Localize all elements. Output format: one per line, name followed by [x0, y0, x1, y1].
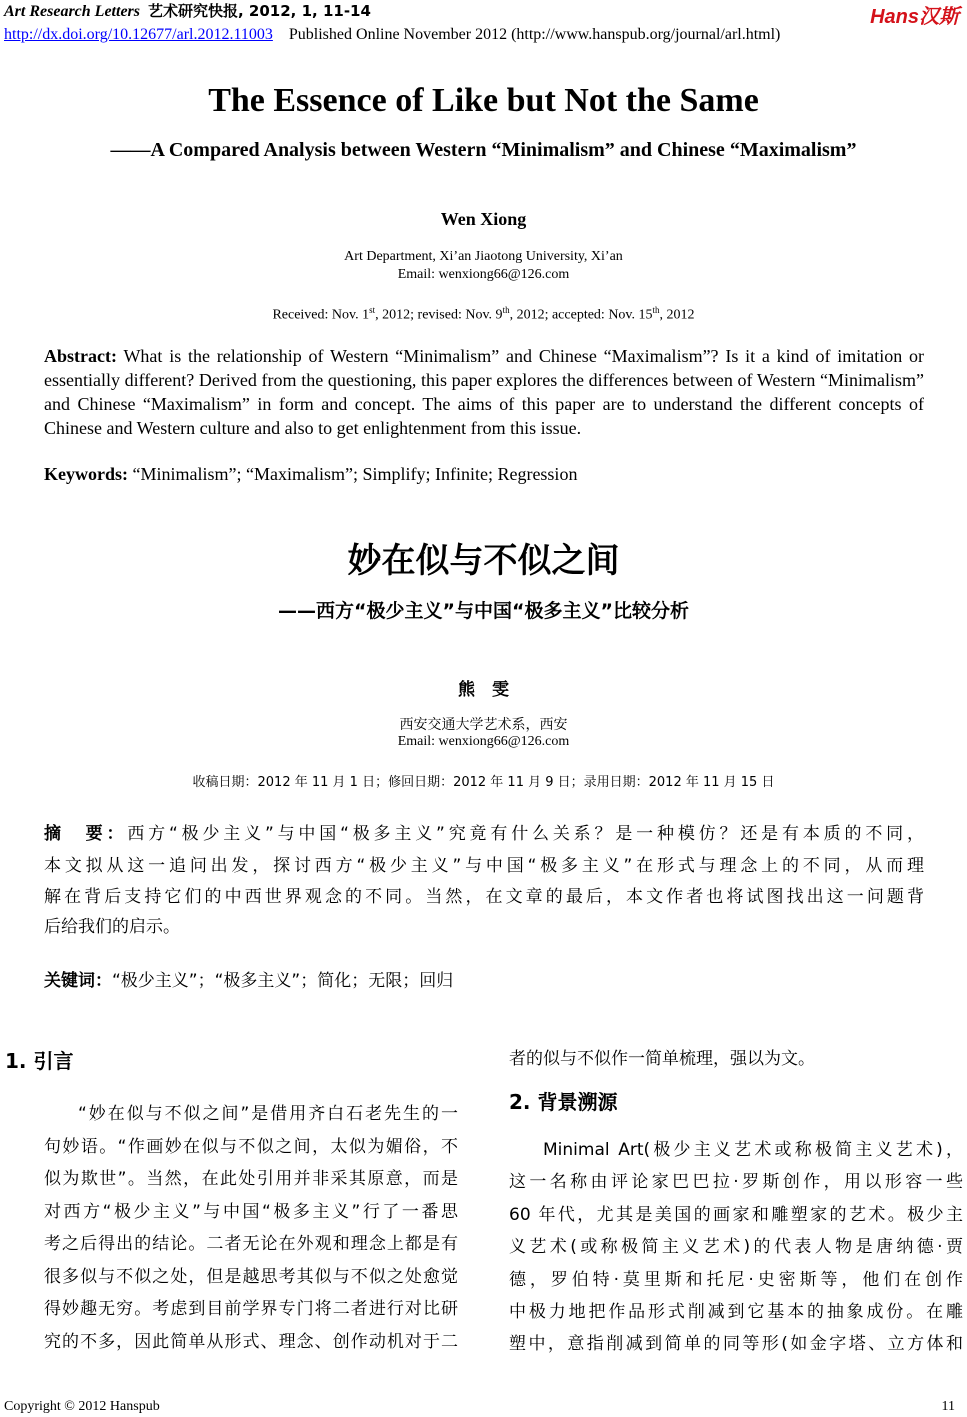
- accepted: , 2012; accepted: Nov. 15: [509, 307, 653, 323]
- doi-link[interactable]: http://dx.doi.org/10.12677/arl.2012.11003: [4, 26, 273, 43]
- en-affiliation: Art Department, Xi’an Jiaotong University, Xi’an: [344, 249, 623, 264]
- cn-abstract-line: 后给我们的启示。: [44, 917, 180, 937]
- cn-dates: 收稿日期：2012 年 11 月 1 日；修回日期：2012 年 11 月 9 日；录用日期：2012 年 11 月 15 日: [192, 775, 775, 790]
- sup: st: [369, 305, 376, 315]
- copyright: Copyright © 2012 Hanspub: [4, 1399, 160, 1414]
- cn-author: 熊 雯: [458, 680, 509, 700]
- keywords-text: “Minimalism”; “Maximalism”; Simplify; Infinite; Regression: [128, 464, 578, 484]
- en-email: Email: wenxiong66@126.com: [397, 267, 570, 282]
- published-info: Published Online November 2012 (http://www.hanspub.org/journal/arl.html): [288, 26, 781, 43]
- abstract-label: Abstract:: [44, 346, 117, 366]
- revised: , 2012; revised: Nov. 9: [375, 307, 503, 323]
- body-line: 很多似与不似之处，但是越思考其似与不似之处愈觉: [44, 1266, 458, 1287]
- cn-keywords: [44, 966, 924, 991]
- en-keywords: [44, 462, 924, 486]
- sup: th: [502, 305, 510, 315]
- body-line: 义艺术(或称极简主义艺术)的代表人物是唐纳德·贾: [509, 1237, 963, 1258]
- journal-name: Art Research Letters: [4, 3, 140, 20]
- cn-email: Email: wenxiong66@126.com: [397, 734, 570, 749]
- cn-keywords-text: “极少主义”；“极多主义”；简化；无限；回归: [112, 971, 454, 991]
- body-line: 对西方“极少主义”与中国“极多主义”行了一番思: [44, 1201, 458, 1222]
- body-line: Minimal Art(极少主义艺术或称极简主义艺术)，: [543, 1140, 963, 1160]
- journal-citation: 艺术研究快报, 2012, 1, 11-14: [148, 2, 371, 20]
- en-dates: [0, 305, 967, 324]
- cn-affiliation: 西安交通大学艺术系，西安: [399, 717, 568, 733]
- en-subtitle: ——A Compared Analysis between Western “Minimalism” and Chinese “Maximalism”: [110, 139, 857, 161]
- body-line: 得妙趣无穷。考虑到目前学界专门将二者进行对比研: [44, 1299, 458, 1319]
- journal-header: [4, 0, 371, 21]
- doi-line: [4, 26, 780, 44]
- year: , 2012: [659, 307, 695, 323]
- hans-logo: Hans汉斯: [870, 6, 959, 28]
- body-line: 塑中，意指削减到简单的同等形(如金字塔、立方体和: [509, 1334, 963, 1355]
- page-number: 11: [941, 1399, 955, 1414]
- section-2-heading: 2. 背景溯源: [509, 1090, 618, 1114]
- received: Received: Nov. 1: [272, 307, 370, 323]
- body-line: 似为欺世”。当然，在此处引用并非采其原意，而是: [44, 1169, 458, 1189]
- en-author: Wen Xiong: [440, 209, 527, 229]
- cn-abstract-line: 本文拟从这一追问出发，探讨西方“极少主义”与中国“极多主义”在形式与理念上的不同，从而理: [44, 856, 924, 876]
- keywords-label: Keywords:: [44, 464, 128, 484]
- line-text: 西方“极少主义”与中国“极多主义”究竟有什么关系？是一种模仿？还是有本质的不同，: [127, 824, 924, 844]
- sup: th: [652, 305, 660, 315]
- body-line: 究的不多，因此简单从形式、理念、创作动机对于二: [44, 1331, 458, 1352]
- body-line: 者的似与不似作一简单梳理，强以为文。: [509, 1049, 815, 1069]
- cn-abstract-line: [44, 819, 924, 844]
- body-line: 考之后得出的结论。二者无论在外观和理念上都是有: [44, 1234, 458, 1254]
- body-line: 这一名称由评论家巴巴拉·罗斯创作，用以形容一些: [509, 1172, 963, 1193]
- abstract-text: What is the relationship of Western “Minimalism” and Chinese “Maximalism”? Is it a kind of imitation or essentially different? Derived from the questioning, this paper explores the differences between of Western “Minimalism” and Chinese “Maximalism” in form and concept. The aims of this paper are to understand the different concepts of Chinese and Western culture and also to get enlightenment from this issue.: [44, 346, 924, 438]
- en-abstract: [44, 344, 924, 440]
- cn-subtitle: ——西方“极少主义”与中国“极多主义”比较分析: [278, 600, 689, 622]
- en-title: The Essence of Like but Not the Same: [208, 82, 759, 119]
- cn-abstract-label: 摘 要：: [44, 824, 128, 844]
- body-line: 句妙语。“作画妙在似与不似之间，太似为媚俗，不: [44, 1136, 458, 1157]
- body-line: 60 年代，尤其是美国的画家和雕塑家的艺术。极少主: [509, 1204, 963, 1225]
- cn-title: 妙在似与不似之间: [347, 541, 620, 581]
- cn-abstract-line: 解在背后支持它们的中西世界观念的不同。当然，在文章的最后，本文作者也将试图找出这一问题背: [44, 887, 924, 907]
- section-1-heading: 1. 引言: [5, 1049, 74, 1073]
- cn-keywords-label: 关键词：: [44, 971, 112, 991]
- body-line: 中极力地把作品形式削减到它基本的抽象成份。在雕: [509, 1302, 963, 1322]
- body-line: 德，罗伯特·莫里斯和托尼·史密斯等，他们在创作: [509, 1269, 963, 1290]
- body-line: “妙在似与不似之间”是借用齐白石老先生的一: [78, 1104, 458, 1124]
